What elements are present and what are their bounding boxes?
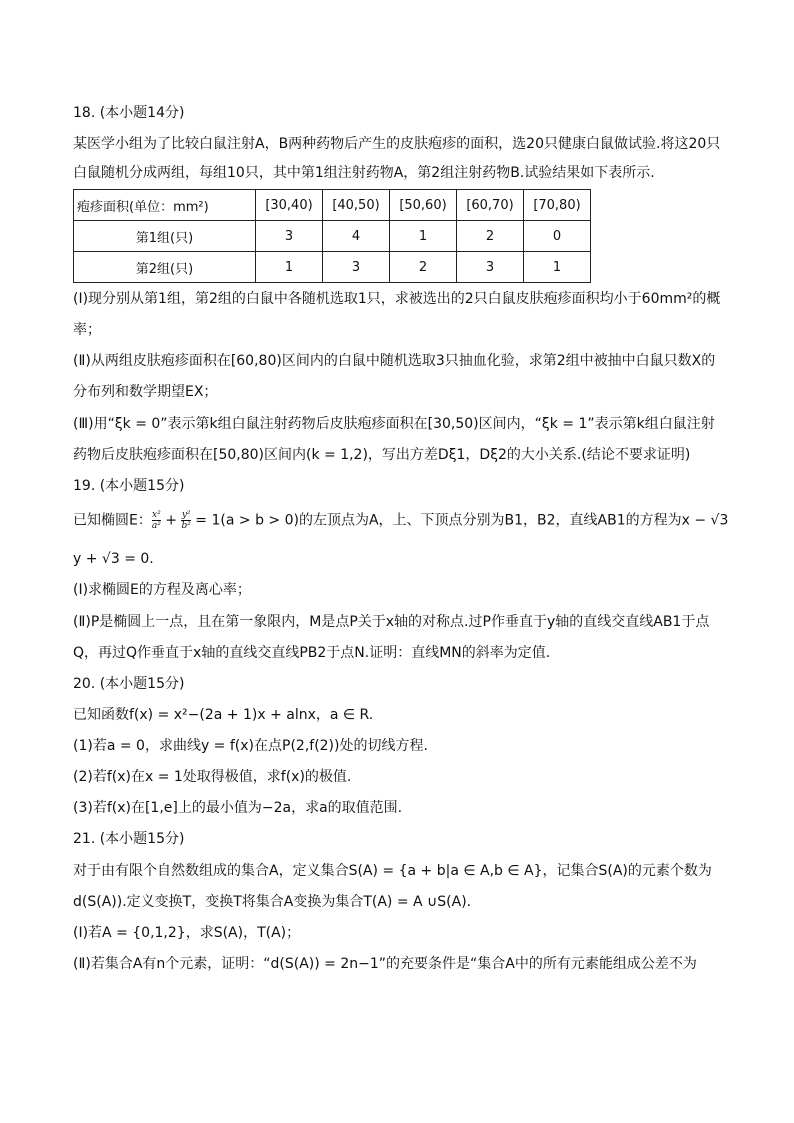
q20-header: 20. (本小题15分)	[73, 676, 185, 692]
q19-part-ii-line2: Q，再过Q作垂直于x轴的直线交直线PB2于点N.证明：直线MN的斜率为定值.	[73, 645, 551, 661]
q18-data-table	[73, 189, 591, 283]
q20-part-1: (1)若a = 0，求曲线y = f(x)在点P(2,f(2))处的切线方程.	[73, 738, 428, 754]
q20-paragraph: 已知函数f(x) = x²−(2a + 1)x + alnx，a ∈ R.	[73, 707, 374, 723]
q18-part-i-line2: 率；	[73, 322, 101, 338]
q18-part-iii-line2: 药物后皮肤疱疹面积在[50,80)区间内(k = 1,2)，写出方差Dξ1，Dξ2的大小关系.(结论不要求证明)	[73, 447, 691, 463]
q21-paragraph-line1: 对于由有限个自然数组成的集合A，定义集合S(A) = {a + b|a ∈ A,b ∈ A}，记集合S(A)的元素个数为	[73, 863, 712, 879]
fraction-y2-b2: $\frac{\text{y²}}{\text{b²}}$	[181, 510, 191, 531]
table-column-header: [50,60)	[390, 190, 457, 221]
table-cell: 0	[524, 221, 591, 252]
q21-part-i: (Ⅰ)若A = {0,1,2}，求S(A)，T(A)；	[73, 925, 301, 941]
table-cell: 2	[390, 252, 457, 283]
table-column-header: [40,50)	[323, 190, 390, 221]
q19-text-lead: 已知椭圆E：	[73, 512, 152, 529]
table-cell: 3	[457, 252, 524, 283]
table-column-header: [30,40)	[256, 190, 323, 221]
table-column-header: [70,80)	[524, 190, 591, 221]
q19-part-i: (Ⅰ)求椭圆E的方程及离心率；	[73, 582, 251, 598]
table-cell: 1	[256, 252, 323, 283]
q20-part-3: (3)若f(x)在[1,e]上的最小值为−2a，求a的取值范围.	[73, 800, 403, 816]
table-header-row	[74, 190, 591, 221]
q19-part-ii-line1: (Ⅱ)P是椭圆上一点，且在第一象限内，M是点P关于x轴的对称点.过P作垂直于y轴的直线交直线AB1于点	[73, 614, 710, 630]
q18-header: 18. (本小题14分)	[73, 105, 185, 121]
table-cell: 2	[457, 221, 524, 252]
table-column-header: [60,70)	[457, 190, 524, 221]
q18-paragraph-line2: 白鼠随机分成两组，每组10只，其中第1组注射药物A，第2组注射药物B.试验结果如下表所示.	[73, 165, 655, 181]
q18-part-ii-line1: (Ⅱ)从两组皮肤疱疹面积在[60,80)区间内的白鼠中随机选取3只抽血化验，求第2组中被抽中白鼠只数X的	[73, 353, 716, 369]
table-row	[74, 252, 591, 283]
table-cell: 3	[323, 252, 390, 283]
table-cell: 4	[323, 221, 390, 252]
table-cell: 1	[524, 252, 591, 283]
q18-part-i-line1: (Ⅰ)现分别从第1组，第2组的白鼠中各随机选取1只，求被选出的2只白鼠皮肤疱疹面积均小于60mm²的概	[73, 291, 721, 307]
q18-part-iii-line1: (Ⅲ)用“ξk = 0”表示第k组白鼠注射药物后皮肤疱疹面积在[30,50)区间内，“ξk = 1”表示第k组白鼠注射	[73, 416, 715, 432]
table-row-label: 第2组(只)	[74, 252, 256, 283]
table-header-label: 疱疹面积(单位：mm²)	[74, 190, 256, 221]
q21-paragraph-line2: d(S(A)).定义变换T，变换T将集合A变换为集合T(A) = A ∪S(A).	[73, 894, 472, 910]
q18-paragraph-line1: 某医学小组为了比较白鼠注射A，B两种药物后产生的皮肤疱疹的面积，选20只健康白鼠做试验.将这20只	[73, 136, 721, 152]
q19-paragraph-line1: 已知椭圆E： $\frac{\text{x²}}{\text{a²}}$ + $\frac{\text{y²}}{\text{b²}}$ = 1(a > b > 0)的左顶点为A，上、下顶点分别为B1，B2，直线AB1的方程为x − √3	[73, 510, 729, 531]
table-row	[74, 221, 591, 252]
q19-header: 19. (本小题15分)	[73, 478, 185, 494]
q21-part-ii: (Ⅱ)若集合A有n个元素，证明：“d(S(A)) = 2n−1”的充要条件是“集合A中的所有元素能组成公差不为	[73, 956, 697, 972]
q19-paragraph-line2: y + √3 = 0.	[73, 551, 154, 567]
q20-part-2: (2)若f(x)在x = 1处取得极值，求f(x)的极值.	[73, 769, 352, 785]
table-cell: 1	[390, 221, 457, 252]
table-cell: 3	[256, 221, 323, 252]
q21-header: 21. (本小题15分)	[73, 831, 185, 847]
q18-part-ii-line2: 分布列和数学期望EX；	[73, 384, 218, 400]
q19-text-tail: = 1(a > b > 0)的左顶点为A，上、下顶点分别为B1，B2，直线AB1的方程为x − √3	[190, 512, 729, 529]
fraction-x2-a2: $\frac{\text{x²}}{\text{a²}}$	[151, 510, 161, 531]
table-row-label: 第1组(只)	[74, 221, 256, 252]
